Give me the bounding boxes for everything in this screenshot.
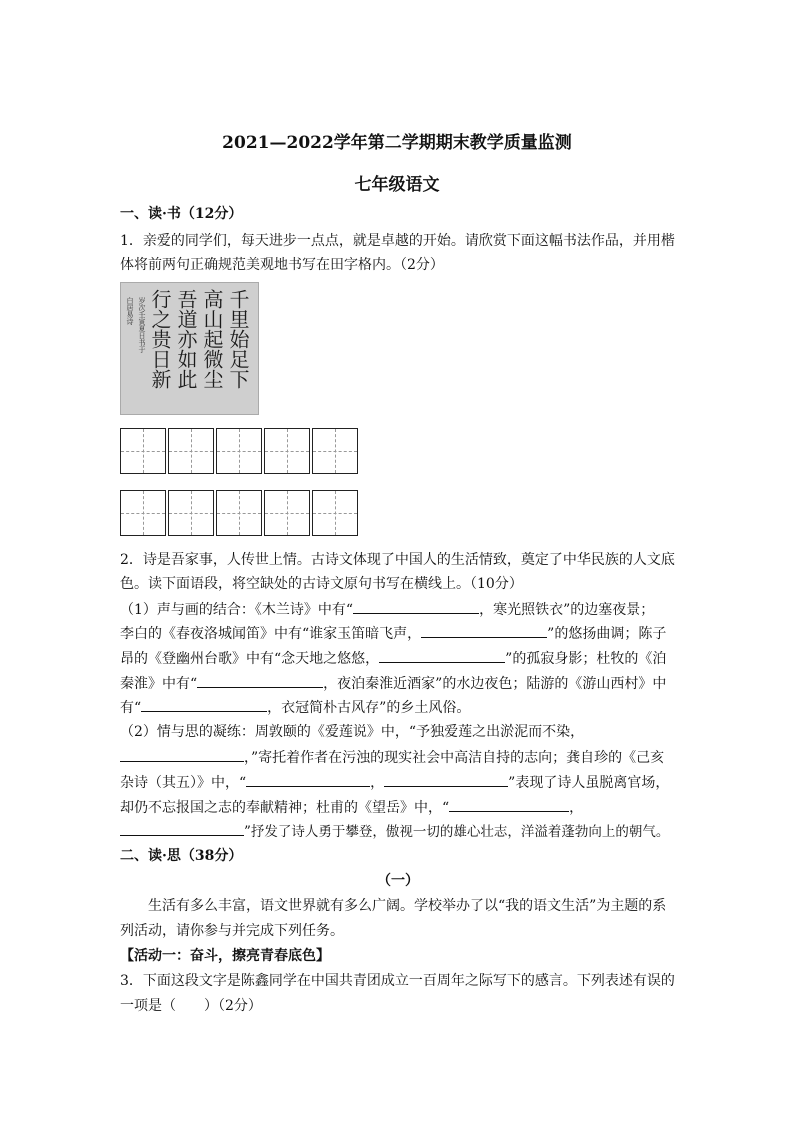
q2-part1-line4: 秦淮》中有“ ，夜泊秦淮近酒家”的水边夜色；陆游的《游山西村》中 bbox=[120, 673, 676, 695]
section-heading-2: 二、读·思（38分） bbox=[120, 848, 243, 864]
calligraphy-column: 高山起微尘 bbox=[200, 289, 224, 389]
answer-blank[interactable] bbox=[197, 673, 323, 688]
activity-heading: 【活动一：奋斗，擦亮青春底色】 bbox=[120, 948, 330, 964]
q3-text-line1: 3．下面这段文字是陈鑫同学在中国共青团成立一百周年之际写下的感言。下列表述有误的 bbox=[120, 973, 675, 989]
tian-grid-cell[interactable] bbox=[264, 428, 310, 474]
tian-grid-row-2 bbox=[120, 490, 359, 537]
tian-grid-cell[interactable] bbox=[168, 428, 214, 474]
calligraphy-image bbox=[120, 282, 259, 415]
tian-grid-cell[interactable] bbox=[264, 490, 310, 536]
calligraphy-inscription: 岁次壬寅夏日书于 bbox=[138, 297, 146, 353]
tian-grid-row-1 bbox=[120, 428, 359, 475]
q2-part2-line5: ”抒发了诗人勇于攀登，傲视一切的雄心壮志，洋溢着蓬勃向上的朝气。 bbox=[120, 821, 676, 843]
q2-part1-line1: （1）声与画的结合：《木兰诗》中有“ ，寒光照铁衣”的边塞夜景； bbox=[120, 599, 676, 621]
q3-text-line2: 一项是（ ）（2分） bbox=[120, 998, 262, 1014]
page-subtitle: 七年级语文 bbox=[354, 175, 440, 195]
q2-part2-line4: 却仍不忘报国之志的奉献精神；杜甫的《望岳》中，“ ， bbox=[120, 797, 676, 819]
tian-grid-cell[interactable] bbox=[120, 490, 166, 536]
tian-grid-cell[interactable] bbox=[216, 490, 262, 536]
intro-line2: 列活动，请你参与并完成下列任务。 bbox=[120, 923, 344, 939]
tian-grid-cell[interactable] bbox=[216, 428, 262, 474]
q2-part2-line2: ，”寄托着作者在污浊的现实社会中高洁自持的志向；龚自珍的《己亥 bbox=[120, 747, 676, 769]
q1-text-line2: 体将前两句正确规范美观地书写在田字格内。（2分） bbox=[120, 257, 444, 273]
answer-blank[interactable] bbox=[379, 648, 505, 663]
answer-blank[interactable] bbox=[384, 772, 508, 787]
q2-part1-line2: 李白的《春夜洛城闻笛》中有“谁家玉笛暗飞声， ”的悠扬曲调；陈子 bbox=[120, 623, 676, 645]
intro-line1: 生活有多么丰富，语文世界就有多么广阔。学校举办了以“我的语文生活”为主题的系 bbox=[148, 898, 667, 914]
answer-blank[interactable] bbox=[120, 821, 244, 836]
tian-grid-cell[interactable] bbox=[312, 490, 358, 536]
q2-text-line1: 2．诗是吾家事，人传世上情。古诗文体现了中国人的生活情致，奠定了中华民族的人文底 bbox=[120, 552, 675, 568]
answer-blank[interactable] bbox=[353, 599, 479, 614]
answer-blank[interactable] bbox=[246, 772, 370, 787]
q2-part1-line3: 昂的《登幽州台歌》中有“念天地之悠悠， ”的孤寂身影；杜牧的《泊 bbox=[120, 648, 676, 670]
q2-part2-line1: （2）情与思的凝练：周敦颐的《爱莲说》中，“予独爱莲之出淤泥而不染， bbox=[120, 724, 585, 740]
tian-grid-cell[interactable] bbox=[120, 428, 166, 474]
section-heading-1: 一、读·书（12分） bbox=[120, 206, 243, 222]
q2-part1-line5: 有“ ，衣冠简朴古风存”的乡土风俗。 bbox=[120, 697, 676, 719]
q2-text-line2: 色。读下面语段，将空缺处的古诗文原句书写在横线上。（10分） bbox=[120, 576, 523, 592]
tian-grid-cell[interactable] bbox=[168, 490, 214, 536]
calligraphy-inscription: 白居易诗 bbox=[126, 297, 134, 325]
page-title: 2021—2022学年第二学期期末教学质量监测 bbox=[222, 133, 572, 153]
answer-blank[interactable] bbox=[120, 747, 244, 762]
calligraphy-column: 千里始足下 bbox=[226, 289, 250, 389]
q2-part2-line3: 杂诗（其五）》中，“ ， ”表现了诗人虽脱离官场， bbox=[120, 772, 676, 794]
part-heading: （一） bbox=[377, 873, 419, 889]
answer-blank[interactable] bbox=[421, 623, 547, 638]
calligraphy-column: 行之贵日新 bbox=[148, 289, 172, 389]
calligraphy-column: 吾道亦如此 bbox=[174, 289, 198, 389]
tian-grid-cell[interactable] bbox=[312, 428, 358, 474]
q1-text-line1: 1．亲爱的同学们，每天进步一点点，就是卓越的开始。请欣赏下面这幅书法作品，并用楷 bbox=[120, 233, 675, 249]
answer-blank[interactable] bbox=[141, 697, 267, 712]
answer-blank[interactable] bbox=[449, 797, 569, 812]
